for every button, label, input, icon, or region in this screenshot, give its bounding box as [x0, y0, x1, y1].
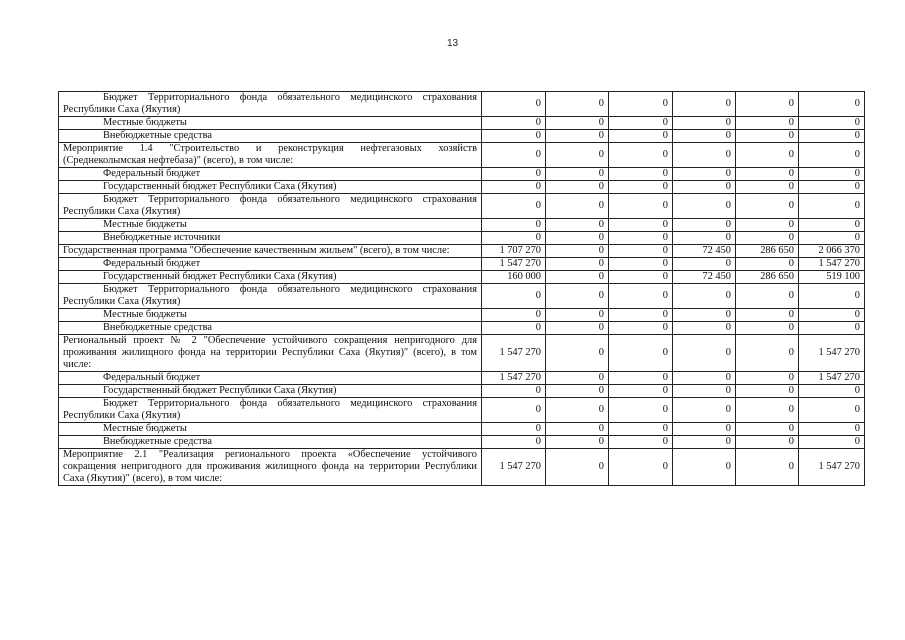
value-cell: 0 [609, 423, 673, 436]
value-cell: 0 [673, 117, 736, 130]
value-cell: 0 [609, 271, 673, 284]
table-row [59, 372, 865, 385]
value-cell: 0 [482, 322, 546, 335]
value-cell: 0 [736, 194, 799, 219]
value-cell: 1 707 270 [482, 245, 546, 258]
value-cell: 0 [609, 398, 673, 423]
value-cell: 0 [736, 398, 799, 423]
value-cell: 0 [482, 398, 546, 423]
table-row [59, 245, 865, 258]
value-cell: 0 [546, 322, 609, 335]
table-row [59, 219, 865, 232]
row-label: Федеральный бюджет [59, 168, 482, 181]
page-number: 13 [446, 38, 459, 49]
table-row [59, 130, 865, 143]
value-cell: 0 [546, 398, 609, 423]
value-cell: 0 [799, 92, 865, 117]
value-cell: 0 [673, 309, 736, 322]
value-cell: 0 [482, 232, 546, 245]
row-label: Бюджет Территориального фонда обязательного медицинского страхования Республики Саха (Якутия) [59, 398, 482, 423]
value-cell: 1 547 270 [799, 335, 865, 372]
value-cell: 0 [736, 449, 799, 486]
value-cell: 0 [546, 117, 609, 130]
value-cell: 0 [609, 92, 673, 117]
value-cell: 0 [799, 219, 865, 232]
value-cell: 0 [736, 322, 799, 335]
value-cell: 0 [799, 398, 865, 423]
value-cell: 0 [736, 258, 799, 271]
value-cell: 0 [799, 168, 865, 181]
value-cell: 0 [799, 436, 865, 449]
value-cell: 519 100 [799, 271, 865, 284]
table-row [59, 284, 865, 309]
row-label: Бюджет Территориального фонда обязательного медицинского страхования Республики Саха (Якутия) [59, 194, 482, 219]
value-cell: 0 [546, 258, 609, 271]
value-cell: 0 [736, 232, 799, 245]
value-cell: 0 [799, 130, 865, 143]
value-cell: 0 [546, 232, 609, 245]
value-cell: 0 [482, 168, 546, 181]
value-cell: 72 450 [673, 245, 736, 258]
value-cell: 0 [799, 194, 865, 219]
value-cell: 1 547 270 [482, 372, 546, 385]
value-cell: 0 [609, 258, 673, 271]
table-row [59, 194, 865, 219]
value-cell: 0 [673, 92, 736, 117]
value-cell: 0 [736, 143, 799, 168]
value-cell: 160 000 [482, 271, 546, 284]
value-cell: 0 [609, 284, 673, 309]
value-cell: 0 [609, 194, 673, 219]
value-cell: 1 547 270 [482, 449, 546, 486]
row-label: Местные бюджеты [59, 309, 482, 322]
value-cell: 0 [482, 117, 546, 130]
value-cell: 2 066 370 [799, 245, 865, 258]
budget-table-body [59, 92, 865, 486]
table-row [59, 335, 865, 372]
row-label: Бюджет Территориального фонда обязательного медицинского страхования Республики Саха (Якутия) [59, 284, 482, 309]
table-row [59, 143, 865, 168]
value-cell: 0 [736, 436, 799, 449]
value-cell: 0 [799, 143, 865, 168]
value-cell: 0 [546, 284, 609, 309]
value-cell: 0 [736, 117, 799, 130]
value-cell: 0 [482, 284, 546, 309]
value-cell: 0 [799, 232, 865, 245]
budget-table [58, 91, 865, 486]
value-cell: 0 [482, 181, 546, 194]
value-cell: 0 [673, 372, 736, 385]
value-cell: 286 650 [736, 245, 799, 258]
table-row [59, 436, 865, 449]
value-cell: 0 [736, 335, 799, 372]
row-label: Региональный проект № 2 "Обеспечение устойчивого сокращения непригодного для проживания жилищного фонда на территории Республики Саха (Якутия)" (всего), в том числе: [59, 335, 482, 372]
value-cell: 0 [546, 194, 609, 219]
value-cell: 0 [609, 245, 673, 258]
row-label: Мероприятие 1.4 "Строительство и реконструкция нефтегазовых хозяйств (Среднеколымская нефтебаза)" (всего), в том числе: [59, 143, 482, 168]
value-cell: 0 [673, 284, 736, 309]
row-label: Государственная программа "Обеспечение качественным жильем" (всего), в том числе: [59, 245, 482, 258]
value-cell: 0 [546, 168, 609, 181]
table-row [59, 398, 865, 423]
value-cell: 0 [609, 372, 673, 385]
value-cell: 0 [482, 309, 546, 322]
value-cell: 0 [609, 168, 673, 181]
value-cell: 0 [736, 372, 799, 385]
value-cell: 0 [673, 335, 736, 372]
value-cell: 0 [673, 449, 736, 486]
table-row [59, 322, 865, 335]
value-cell: 0 [736, 181, 799, 194]
value-cell: 0 [673, 194, 736, 219]
value-cell: 0 [673, 436, 736, 449]
table-row [59, 92, 865, 117]
value-cell: 0 [736, 423, 799, 436]
row-label: Местные бюджеты [59, 219, 482, 232]
value-cell: 0 [546, 309, 609, 322]
value-cell: 0 [736, 284, 799, 309]
value-cell: 0 [482, 436, 546, 449]
row-label: Местные бюджеты [59, 423, 482, 436]
value-cell: 0 [799, 385, 865, 398]
value-cell: 0 [673, 398, 736, 423]
table-row [59, 309, 865, 322]
value-cell: 1 547 270 [482, 258, 546, 271]
value-cell: 0 [799, 181, 865, 194]
value-cell: 0 [609, 335, 673, 372]
row-label: Государственный бюджет Республики Саха (Якутия) [59, 385, 482, 398]
value-cell: 0 [736, 385, 799, 398]
value-cell: 0 [799, 284, 865, 309]
value-cell: 1 547 270 [799, 449, 865, 486]
value-cell: 0 [482, 423, 546, 436]
value-cell: 0 [736, 92, 799, 117]
value-cell: 0 [546, 245, 609, 258]
value-cell: 0 [799, 322, 865, 335]
value-cell: 0 [546, 385, 609, 398]
value-cell: 0 [546, 92, 609, 117]
row-label: Федеральный бюджет [59, 258, 482, 271]
value-cell: 1 547 270 [799, 372, 865, 385]
value-cell: 0 [546, 181, 609, 194]
value-cell: 0 [546, 335, 609, 372]
value-cell: 0 [482, 130, 546, 143]
row-label: Внебюджетные средства [59, 130, 482, 143]
row-label: Местные бюджеты [59, 117, 482, 130]
value-cell: 0 [482, 194, 546, 219]
value-cell: 0 [799, 117, 865, 130]
value-cell: 0 [673, 130, 736, 143]
value-cell: 0 [736, 219, 799, 232]
table-row [59, 258, 865, 271]
value-cell: 0 [673, 232, 736, 245]
value-cell: 72 450 [673, 271, 736, 284]
value-cell: 0 [673, 258, 736, 271]
value-cell: 0 [609, 143, 673, 168]
value-cell: 0 [609, 309, 673, 322]
value-cell: 0 [546, 219, 609, 232]
value-cell: 0 [546, 130, 609, 143]
table-row [59, 423, 865, 436]
value-cell: 0 [673, 143, 736, 168]
value-cell: 0 [482, 143, 546, 168]
table-row [59, 385, 865, 398]
value-cell: 0 [546, 423, 609, 436]
value-cell: 0 [546, 436, 609, 449]
row-label: Внебюджетные источники [59, 232, 482, 245]
value-cell: 0 [609, 181, 673, 194]
value-cell: 0 [673, 423, 736, 436]
value-cell: 0 [799, 423, 865, 436]
value-cell: 0 [546, 449, 609, 486]
value-cell: 0 [736, 168, 799, 181]
value-cell: 0 [609, 117, 673, 130]
value-cell: 0 [609, 219, 673, 232]
value-cell: 0 [673, 385, 736, 398]
value-cell: 0 [736, 309, 799, 322]
value-cell: 0 [609, 232, 673, 245]
value-cell: 0 [609, 130, 673, 143]
value-cell: 0 [609, 436, 673, 449]
table-row [59, 449, 865, 486]
value-cell: 0 [609, 449, 673, 486]
value-cell: 0 [673, 168, 736, 181]
value-cell: 286 650 [736, 271, 799, 284]
value-cell: 0 [482, 385, 546, 398]
value-cell: 0 [673, 322, 736, 335]
row-label: Мероприятие 2.1 "Реализация регионального проекта «Обеспечение устойчивого сокращения непригодного для проживания жилищного фонда на территории Республики Саха (Якутия)" (всего), в том числе: [59, 449, 482, 486]
value-cell: 0 [482, 219, 546, 232]
table-row [59, 168, 865, 181]
row-label: Внебюджетные средства [59, 436, 482, 449]
table-row [59, 271, 865, 284]
row-label: Государственный бюджет Республики Саха (Якутия) [59, 181, 482, 194]
table-row [59, 232, 865, 245]
value-cell: 0 [609, 322, 673, 335]
row-label: Внебюджетные средства [59, 322, 482, 335]
table-row [59, 181, 865, 194]
value-cell: 0 [673, 219, 736, 232]
value-cell: 1 547 270 [799, 258, 865, 271]
value-cell: 0 [799, 309, 865, 322]
row-label: Бюджет Территориального фонда обязательного медицинского страхования Республики Саха (Якутия) [59, 92, 482, 117]
value-cell: 0 [673, 181, 736, 194]
table-row [59, 117, 865, 130]
value-cell: 0 [609, 385, 673, 398]
value-cell: 0 [546, 271, 609, 284]
row-label: Федеральный бюджет [59, 372, 482, 385]
value-cell: 0 [736, 130, 799, 143]
value-cell: 0 [546, 143, 609, 168]
value-cell: 0 [546, 372, 609, 385]
row-label: Государственный бюджет Республики Саха (Якутия) [59, 271, 482, 284]
value-cell: 1 547 270 [482, 335, 546, 372]
value-cell: 0 [482, 92, 546, 117]
